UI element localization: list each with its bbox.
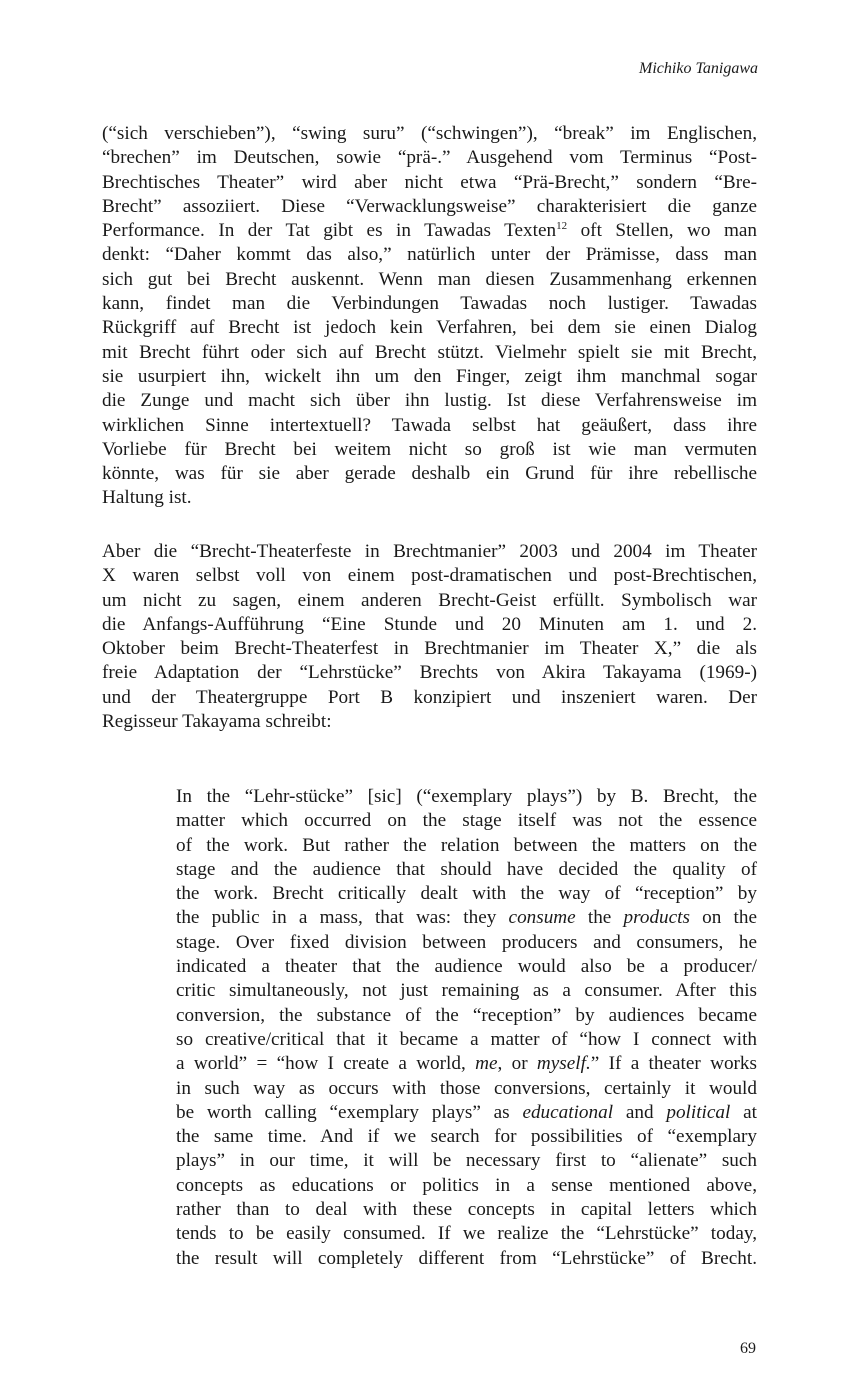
text-line: “brechen” im Deutschen, sowie “prä-.” Ausgehend vom Terminus “Post- xyxy=(102,147,757,169)
text-span: , or xyxy=(497,1053,537,1075)
text-line: Vorliebe für Brecht bei weitem nicht so groß ist wie man vermuten xyxy=(102,438,757,460)
quote-line xyxy=(176,906,757,930)
text-line: kann, findet man die Verbindungen Tawadas noch lustiger. Tawadas xyxy=(102,293,757,315)
quote-line: critic simultaneously, not just remaining as a consumer. After this xyxy=(176,980,757,1002)
text-span: oft Stellen, wo man xyxy=(567,220,757,242)
text-line: Haltung ist. xyxy=(102,487,192,509)
text-line: wirklichen Sinne intertextuell? Tawada selbst hat geäußert, dass ihre xyxy=(102,414,757,436)
quote-line: plays” in our time, it will be necessary first to “alienate” such xyxy=(176,1150,757,1172)
footnote-ref-12[interactable]: 12 xyxy=(556,220,568,233)
quote-line: the work. Brecht critically dealt with the way of “reception” by xyxy=(176,883,757,905)
quote-line: conversion, the substance of the “reception” by audiences became xyxy=(176,1004,757,1026)
page-number: 69 xyxy=(740,1340,756,1357)
quote-line: indicated a theater that the audience would also be a producer/ xyxy=(176,956,757,978)
quote-line: tends to be easily consumed. If we realize the “Lehrstücke” today, xyxy=(176,1223,757,1245)
text-line: freie Adaptation der “Lehrstücke” Brechts von Akira Takayama (1969-) xyxy=(102,662,757,684)
quote-line: of the work. But rather the relation between the matters on the xyxy=(176,834,757,856)
quote-line xyxy=(176,1052,757,1076)
quote-line: the result will completely different from “Lehrstücke” of Brecht. xyxy=(176,1247,757,1269)
text-line: X waren selbst voll von einem post-dramatischen und post-Brechtischen, xyxy=(102,565,757,587)
text-line: die Anfangs-Aufführung “Eine Stunde und 20 Minuten am 1. und 2. xyxy=(102,613,757,635)
text-line: mit Brecht führt oder sich auf Brecht stützt. Vielmehr spielt sie mit Brecht, xyxy=(102,341,757,363)
italic-term: political xyxy=(666,1101,731,1123)
text-span: Performance. In der Tat gibt es in Tawadas Texten xyxy=(102,220,557,242)
text-line: sie usurpiert ihn, wickelt ihn um den Finger, zeigt ihm manchmal sogar xyxy=(102,365,757,387)
italic-term: myself. xyxy=(536,1053,591,1075)
text-line: Rückgriff auf Brecht ist jedoch kein Verfahren, bei dem sie einen Dialog xyxy=(102,317,757,339)
text-line: die Zunge und macht sich über ihn lustig. Ist diese Verfahrensweise im xyxy=(102,390,757,412)
running-head-author: Michiko Tanigawa xyxy=(639,60,758,77)
text-line: (“sich verschieben”), “swing suru” (“schwingen”), “break” im Englischen, xyxy=(102,123,757,144)
text-span: the public in a mass, that was: they xyxy=(176,907,509,929)
text-line: Aber die “Brecht-Theaterfeste in Brechtmanier” 2003 und 2004 im Theater xyxy=(102,541,757,562)
quote-line: In the “Lehr-stücke” [sic] (“exemplary plays”) by B. Brecht, the xyxy=(176,786,757,807)
italic-term: educational xyxy=(522,1101,614,1123)
quote-line: stage and the audience that should have decided the quality of xyxy=(176,858,757,880)
text-span: be worth calling “exemplary plays” as xyxy=(176,1101,523,1123)
quote-line: matter which occurred on the stage itself was not the essence xyxy=(176,810,757,832)
text-line xyxy=(102,219,757,243)
italic-term: consume xyxy=(508,907,576,929)
quote-line: in such way as occurs with those conversions, certainly it would xyxy=(176,1077,757,1099)
text-span: a world” = “how I create a world, xyxy=(176,1053,476,1075)
text-line: und der Theatergruppe Port B konzipiert und inszeniert waren. Der xyxy=(102,686,757,708)
italic-term: products xyxy=(623,907,690,929)
text-span: on the xyxy=(689,907,757,929)
text-span: ” If a theater works xyxy=(590,1053,757,1075)
quote-line: the same time. And if we search for possibilities of “exemplary xyxy=(176,1126,757,1148)
text-line: Brechtisches Theater” wird aber nicht etwa “Prä-Brecht,” sondern “Bre- xyxy=(102,171,757,193)
text-line: Oktober beim Brecht-Theaterfest in Brechtmanier im Theater X,” die als xyxy=(102,638,757,660)
quote-line xyxy=(176,1101,757,1125)
text-span: the xyxy=(575,907,624,929)
text-line: Brecht” assoziiert. Diese “Verwacklungsweise” charakterisiert die ganze xyxy=(102,195,757,217)
quote-line: concepts as educations or politics in a sense mentioned above, xyxy=(176,1174,757,1196)
quote-line: so creative/critical that it became a matter of “how I connect with xyxy=(176,1028,757,1050)
quote-line: stage. Over fixed division between producers and consumers, he xyxy=(176,931,757,953)
text-span: and xyxy=(613,1101,667,1123)
block-quote-takayama xyxy=(176,785,757,1271)
text-line: Regisseur Takayama schreibt: xyxy=(102,711,332,733)
text-line: sich gut bei Brecht auskennt. Wenn man diesen Zusammenhang erkennen xyxy=(102,268,757,290)
body-paragraph-2 xyxy=(102,540,757,734)
text-line: um nicht zu sagen, einem anderen Brecht-Geist erfüllt. Symbolisch war xyxy=(102,589,757,611)
quote-line: rather than to deal with these concepts in capital letters which xyxy=(176,1199,757,1221)
text-line: denkt: “Daher kommt das also,” natürlich unter der Prämisse, dass man xyxy=(102,244,757,266)
text-span: at xyxy=(730,1101,757,1123)
italic-term: me xyxy=(475,1053,498,1075)
text-line: könnte, was für sie aber gerade deshalb ein Grund für ihre rebellische xyxy=(102,463,757,485)
body-paragraph-1 xyxy=(102,122,757,511)
